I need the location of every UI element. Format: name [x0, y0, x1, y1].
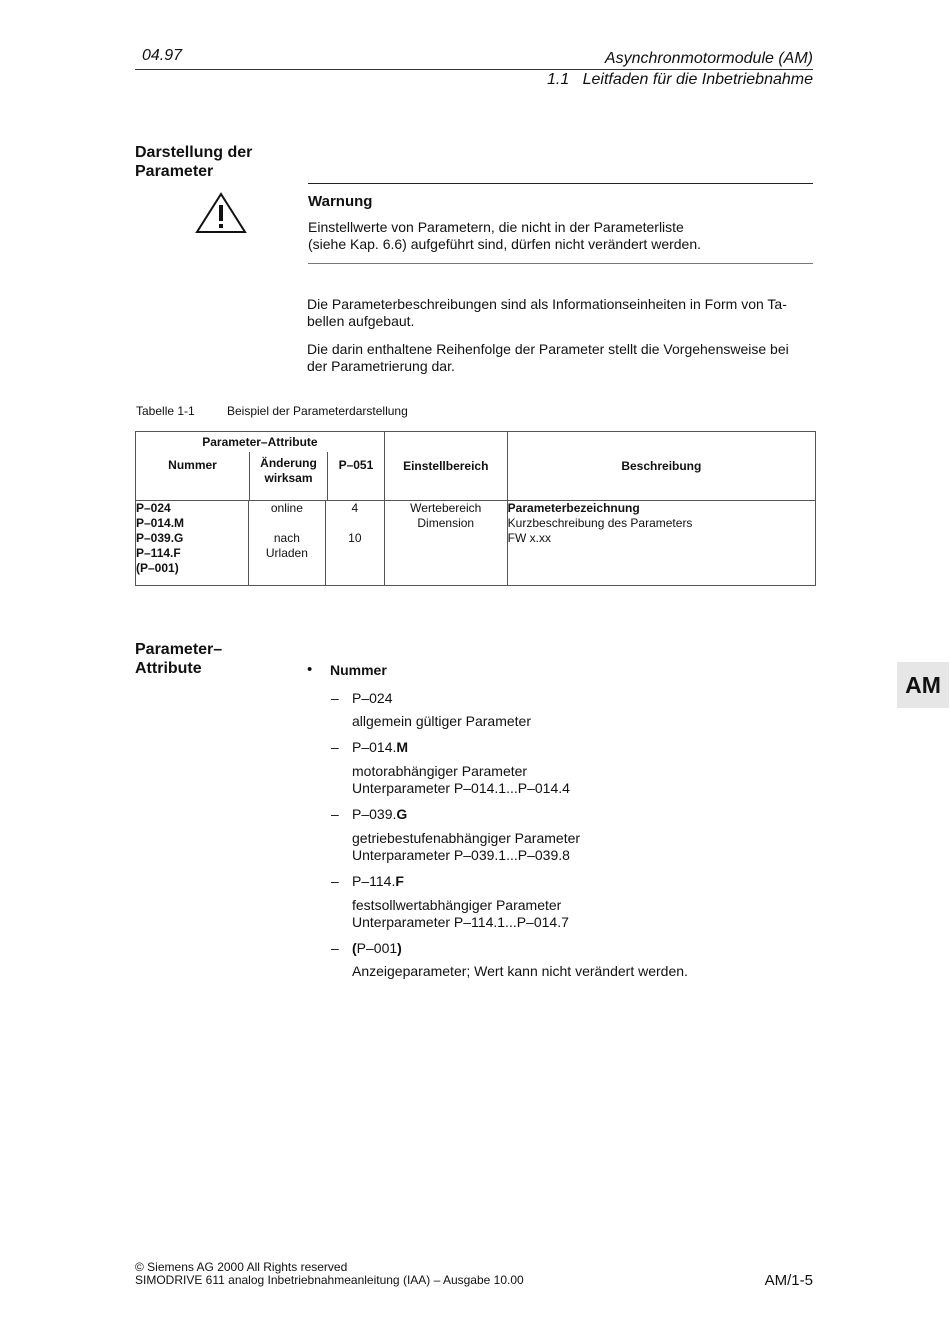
dash-icon: –: [331, 940, 339, 956]
p051-value: 4: [351, 501, 359, 515]
warning-text-line: Einstellwerte von Parametern, die nicht in der Parameterliste: [308, 219, 684, 235]
warning-text: [308, 219, 813, 253]
section-heading-line: Darstellung der: [135, 144, 253, 161]
nummer-value: P–024: [136, 501, 171, 515]
table-caption-number: Tabelle 1-1: [136, 404, 195, 418]
warning-bottom-rule: [308, 263, 813, 264]
item-suffix: G: [396, 806, 408, 822]
paragraph-line: bellen aufgebaut.: [307, 313, 415, 329]
nummer-value: (P–001): [136, 561, 179, 575]
item-prefix: P–014.: [352, 739, 397, 755]
aenderung-nach: nach: [273, 531, 300, 545]
item-desc-line: allgemein gültiger Parameter: [352, 713, 531, 729]
item-prefix: P–039.: [352, 806, 397, 822]
nummer-value: P–039.G: [136, 531, 184, 545]
table-group-header: Parameter–Attribute: [202, 435, 318, 449]
section-heading-line: Parameter: [135, 163, 214, 180]
list-item-head: [352, 739, 408, 755]
warning-text-line: (siehe Kap. 6.6) aufgeführt sind, dürfen nicht verändert werden.: [308, 236, 702, 252]
header-title: Asynchronmotormodule (AM): [604, 50, 813, 67]
chapter-tab-am: AM: [897, 662, 949, 708]
footer-page-number: AM/1-5: [764, 1272, 813, 1289]
list-item-desc: [352, 897, 812, 931]
col-header-nummer: Nummer: [168, 458, 217, 472]
beschreibung-title: Parameterbezeichnung: [507, 501, 640, 515]
nummer-value: P–014.M: [136, 516, 185, 530]
aenderung-online: online: [270, 501, 303, 515]
item-suffix: F: [395, 873, 404, 889]
col-header-p051: P–051: [327, 452, 384, 500]
dash-icon: –: [331, 806, 339, 822]
paragraph-1: [307, 296, 812, 330]
section-heading-darstellung: [135, 143, 295, 181]
footer-doc: SIMODRIVE 611 analog Inbetriebnahmeanleitung (IAA) – Ausgabe 10.00: [135, 1273, 524, 1287]
beschreibung-line: FW x.xx: [507, 531, 551, 545]
item-prefix: P–001: [356, 940, 398, 956]
bullet-icon: •: [307, 661, 313, 678]
cell-beschreibung: [507, 501, 815, 586]
parameter-attribute-group: [136, 432, 385, 501]
header-rule: [135, 69, 813, 70]
warning-triangle-icon: [195, 192, 247, 234]
col-header-line: wirksam: [264, 471, 313, 485]
list-item-desc: [352, 963, 812, 980]
bullet-label-nummer: Nummer: [330, 662, 387, 678]
section-heading-line: Parameter–: [135, 641, 223, 658]
item-desc-line: Unterparameter P–039.1...P–039.8: [352, 847, 570, 863]
item-desc-line: festsollwertabhängiger Parameter: [352, 897, 562, 913]
warning-title: Warnung: [308, 193, 373, 210]
list-item-desc: [352, 830, 812, 864]
list-item-desc: [352, 763, 812, 797]
item-paren-close: ): [397, 940, 402, 956]
cell-aenderung: [248, 501, 325, 586]
item-prefix: P–024: [352, 690, 393, 706]
paragraph-line: der Parametrierung dar.: [307, 358, 455, 374]
paragraph-line: Die darin enthaltene Reihenfolge der Parameter stellt die Vorgehensweise bei: [307, 341, 789, 357]
col-header-aenderung: [249, 452, 327, 500]
table-caption-text: Beispiel der Parameterdarstellung: [227, 404, 408, 418]
item-desc-line: Unterparameter P–014.1...P–014.4: [352, 780, 570, 796]
list-item-head: [352, 806, 407, 822]
item-prefix: P–114.: [352, 873, 396, 889]
section-heading-line: Attribute: [135, 660, 202, 677]
einstellbereich-line: Wertebereich: [410, 501, 482, 515]
col-header-einstellbereich: Einstellbereich: [384, 432, 507, 501]
item-desc-line: Unterparameter P–114.1...P–014.7: [352, 914, 569, 930]
footer-left: [135, 1261, 524, 1287]
list-item-desc: [352, 713, 812, 730]
item-desc-line: motorabhängiger Parameter: [352, 763, 528, 779]
warning-top-rule: [308, 183, 813, 184]
table-row: [136, 501, 816, 586]
col-header-line: Änderung: [260, 456, 317, 470]
list-item-head: [352, 873, 404, 889]
item-paren-open: (: [352, 940, 357, 956]
cell-einstellbereich: [384, 501, 507, 586]
item-desc-line: Anzeigeparameter; Wert kann nicht verändert werden.: [352, 963, 688, 979]
einstellbereich-line: Dimension: [417, 516, 475, 530]
paragraph-2: [307, 341, 812, 375]
dash-icon: –: [331, 739, 339, 755]
p051-value: 10: [348, 531, 362, 545]
list-item-head: [352, 690, 392, 706]
dash-icon: –: [331, 690, 339, 706]
aenderung-urladen: Urladen: [265, 546, 308, 560]
list-item-head: [352, 940, 402, 956]
dash-icon: –: [331, 873, 339, 889]
footer-copyright: © Siemens AG 2000 All Rights reserved: [135, 1260, 348, 1274]
cell-p051: [325, 501, 384, 586]
col-header-beschreibung: Beschreibung: [507, 432, 815, 501]
header-date: 04.97: [142, 47, 183, 64]
table-header-row: [136, 432, 816, 501]
section-heading-attribute: [135, 640, 295, 678]
paragraph-line: Die Parameterbeschreibungen sind als Informationseinheiten in Form von Ta-: [307, 296, 787, 312]
beschreibung-line: Kurzbeschreibung des Parameters: [507, 516, 693, 530]
item-suffix: M: [396, 739, 409, 755]
item-desc-line: getriebestufenabhängiger Parameter: [352, 830, 581, 846]
cell-nummer: [136, 501, 249, 586]
header-subtitle: 1.1 Leitfaden für die Inbetriebnahme: [547, 71, 813, 88]
nummer-value: P–114.F: [136, 546, 181, 560]
parameter-table: [135, 431, 816, 586]
